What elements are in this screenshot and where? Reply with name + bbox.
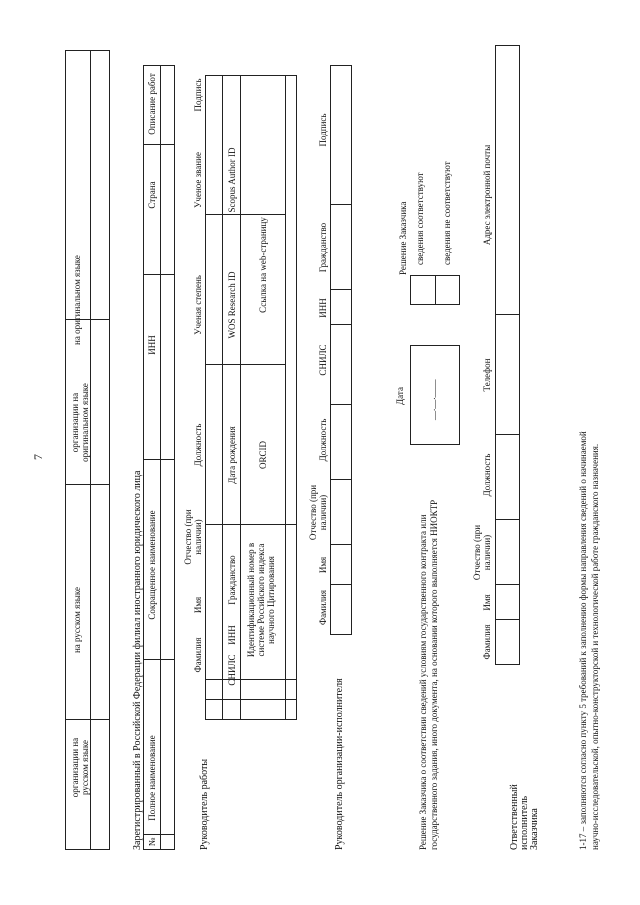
resp-h6: Адрес электронной почты bbox=[482, 144, 492, 246]
resp-h1: Фамилия bbox=[482, 624, 492, 660]
wl-r1-5: Ученая степень bbox=[193, 275, 203, 335]
page-number: 7 bbox=[31, 454, 45, 460]
wl-r2-6: Scopus Author ID bbox=[227, 147, 237, 213]
top-col3: организации на оригинальном языке bbox=[70, 383, 90, 462]
top-col4: на оригинальном языке bbox=[72, 255, 82, 345]
org-head-table bbox=[330, 65, 352, 635]
customer-decision-text: Решение Заказчика о соответствии сведений условиям государственного контракта или государственного задания, иного документа, на основании которого выполняется НИОКТР bbox=[418, 499, 439, 850]
wl-r2-1: СНИЛС bbox=[227, 654, 237, 686]
oh-h3: Отчество (при наличии) bbox=[308, 484, 328, 541]
decision-yes: сведения соответствуют bbox=[415, 172, 425, 265]
org-head-label: Руководитель организации-исполнителя bbox=[334, 678, 345, 850]
wl-r3-2: ORCID bbox=[258, 441, 268, 470]
wl-r2-2: ИНН bbox=[227, 625, 237, 645]
wl-r1-3: Отчество (при наличии) bbox=[183, 509, 203, 565]
wl-r2-5: WOS Research ID bbox=[227, 271, 237, 339]
responsible-label: Ответственный исполнитель Заказчика bbox=[509, 784, 540, 850]
wl-r2-3: Гражданство bbox=[227, 555, 237, 605]
wl-r1-7: Подпись bbox=[193, 78, 203, 112]
oh-h1: Фамилия bbox=[318, 589, 328, 626]
oh-h7: Гражданство bbox=[318, 222, 328, 273]
responsible-table bbox=[495, 45, 520, 665]
top-col1: организации на русском языке bbox=[70, 737, 90, 798]
wl-r1-4: Должность bbox=[193, 423, 203, 467]
wl-r1-6: Ученое звание bbox=[193, 152, 203, 208]
resp-h3: Отчество (при наличии) bbox=[472, 524, 492, 581]
resp-h4: Должность bbox=[482, 453, 492, 497]
fb-h4: ИНН bbox=[147, 335, 157, 355]
wl-r1-2: Имя bbox=[193, 596, 203, 614]
footnote-line2: научно-исследовательской, опытно-конструкторской и технологической работе гражданского назначения. bbox=[590, 443, 600, 850]
resp-h2: Имя bbox=[482, 594, 492, 611]
date-value: __.__.____ bbox=[427, 379, 437, 420]
fb-h3: Сокращенное наименование bbox=[147, 510, 157, 620]
wl-r1-1: Фамилия bbox=[193, 637, 203, 673]
fb-h5: Страна bbox=[147, 181, 157, 209]
resp-h5: Телефон bbox=[482, 358, 492, 392]
oh-h6: ИНН bbox=[318, 298, 328, 318]
work-leader-label: Руководитель работы bbox=[199, 758, 210, 850]
oh-h5: СНИЛС bbox=[318, 344, 328, 376]
fb-h6: Описание работ bbox=[147, 73, 157, 135]
fb-h2: Полное наименование bbox=[147, 735, 157, 821]
footnote-line1: 1-17 – заполняются согласно пункту 5 требований к заполнению формы направления сведений о начинаемой bbox=[578, 431, 588, 850]
oh-h8: Подпись bbox=[318, 113, 328, 147]
decision-label: Решение Заказчика bbox=[398, 201, 408, 275]
wl-r3-1: Идентификационный номер в системе Российского индекса научного Цитирования bbox=[246, 542, 276, 658]
oh-h4: Должность bbox=[318, 418, 328, 462]
top-col2: на русском языке bbox=[72, 587, 82, 654]
date-label: Дата bbox=[395, 387, 405, 405]
oh-h2: Имя bbox=[318, 556, 328, 574]
wl-r3-3: Ссылка на web-страницу bbox=[258, 217, 268, 313]
wl-r2-4: Дата рождения bbox=[227, 426, 237, 484]
decision-no: сведения не соответствуют bbox=[442, 161, 452, 265]
fb-h1: № bbox=[147, 837, 157, 847]
foreign-branch-caption: Зарегистрированный в Российской Федерации филиал иностранного юридического лица bbox=[132, 470, 143, 850]
